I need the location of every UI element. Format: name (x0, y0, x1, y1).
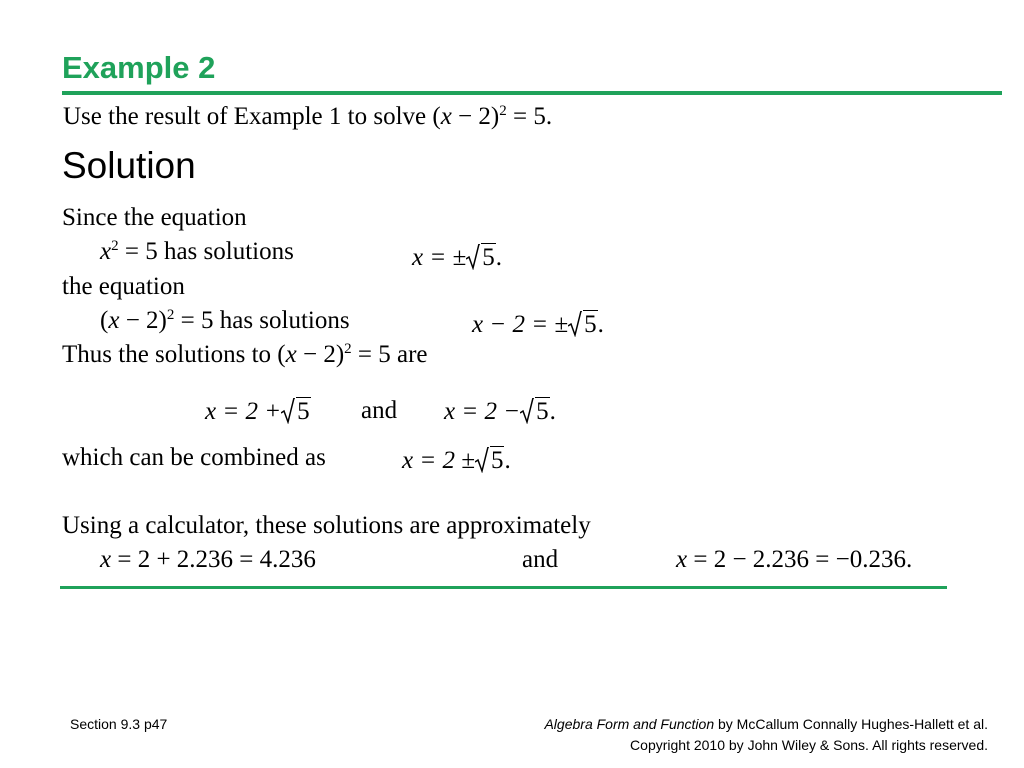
title-rule (62, 91, 1002, 95)
footer-citation (544, 716, 988, 732)
bottom-rule (60, 586, 947, 589)
line-since: Since the equation (62, 204, 247, 231)
eq1-end: . (495, 244, 502, 271)
footer-book-title: Algebra Form and Function (544, 716, 715, 732)
problem-mid: − 2) (451, 103, 500, 130)
problem-prefix: Use the result of Example 1 to solve ( (63, 103, 441, 130)
and-1: and (361, 397, 398, 424)
footer-authors: by McCallum Connally Hughes-Hallett et al. (714, 716, 988, 732)
approx-2 (676, 546, 912, 574)
footer-section: Section 9.3 p47 (70, 716, 168, 732)
l4-exp: 2 (166, 307, 175, 323)
line-the-equation: the equation (62, 273, 185, 300)
eq2-end: . (597, 311, 604, 338)
l5-var: x (285, 341, 297, 368)
l2-exp: 2 (111, 238, 119, 254)
radical-icon (466, 244, 480, 270)
sqrt-2 (568, 310, 598, 339)
eq4-rad: 5 (536, 398, 549, 425)
l4-open: ( (100, 307, 109, 334)
sqrt-4 (520, 397, 550, 426)
sqrt-3 (281, 397, 311, 426)
equation-3 (205, 397, 311, 426)
line-thus (62, 341, 428, 369)
equation-1 (412, 243, 502, 272)
problem-var: x (440, 103, 452, 130)
slide-title: Example 2 (62, 50, 216, 85)
l5-rest: = 5 are (351, 341, 428, 368)
eq5-end: . (504, 447, 511, 474)
sqrt-1 (466, 243, 496, 272)
eq2-lhs: x − 2 = ± (472, 311, 569, 338)
sqrt-5 (475, 446, 505, 475)
and-2: and (522, 546, 559, 573)
l5-prefix: Thus the solutions to ( (62, 341, 286, 368)
radical-icon (281, 398, 295, 424)
approx2-rest: = 2 − 2.236 = −0.236. (687, 546, 913, 573)
approx1-rest: = 2 + 2.236 = 4.236 (111, 546, 316, 573)
eq1-lhs: x = ± (412, 244, 467, 271)
line-calculator: Using a calculator, these solutions are approximately (62, 512, 591, 539)
eq3-lhs: x = 2 + (205, 398, 282, 425)
equation-4 (444, 397, 556, 426)
footer-copyright: Copyright 2010 by John Wiley & Sons. All rights reserved. (630, 737, 988, 753)
radical-icon (520, 398, 534, 424)
eq5-lhs: x = 2 ± (402, 447, 475, 474)
line-x2 (100, 238, 294, 266)
radical-icon (475, 447, 489, 473)
l4-mid: − 2) (119, 307, 167, 334)
eq1-rad: 5 (482, 244, 495, 271)
approx2-var: x (676, 546, 688, 573)
equation-5 (402, 446, 511, 475)
eq2-rad: 5 (584, 311, 597, 338)
l5-exp: 2 (344, 341, 352, 357)
eq3-rad: 5 (297, 398, 310, 425)
l2-rest: = 5 has solutions (118, 238, 294, 265)
approx1-var: x (100, 546, 112, 573)
l2-var: x (100, 238, 112, 265)
equation-2 (472, 310, 604, 339)
solution-heading: Solution (62, 145, 196, 186)
approx-1 (100, 546, 316, 574)
l5-mid: − 2) (296, 341, 345, 368)
radical-icon (568, 311, 582, 337)
problem-suffix: = 5. (506, 103, 553, 130)
problem-exp: 2 (499, 103, 507, 119)
eq5-rad: 5 (490, 447, 504, 474)
l4-rest: = 5 has solutions (174, 307, 350, 334)
eq4-end: . (549, 398, 556, 425)
l4-var: x (108, 307, 120, 334)
line-combined: which can be combined as (62, 444, 326, 471)
eq4-lhs: x = 2 − (444, 398, 521, 425)
problem-statement (63, 103, 552, 131)
line-x-minus-2 (100, 307, 350, 335)
